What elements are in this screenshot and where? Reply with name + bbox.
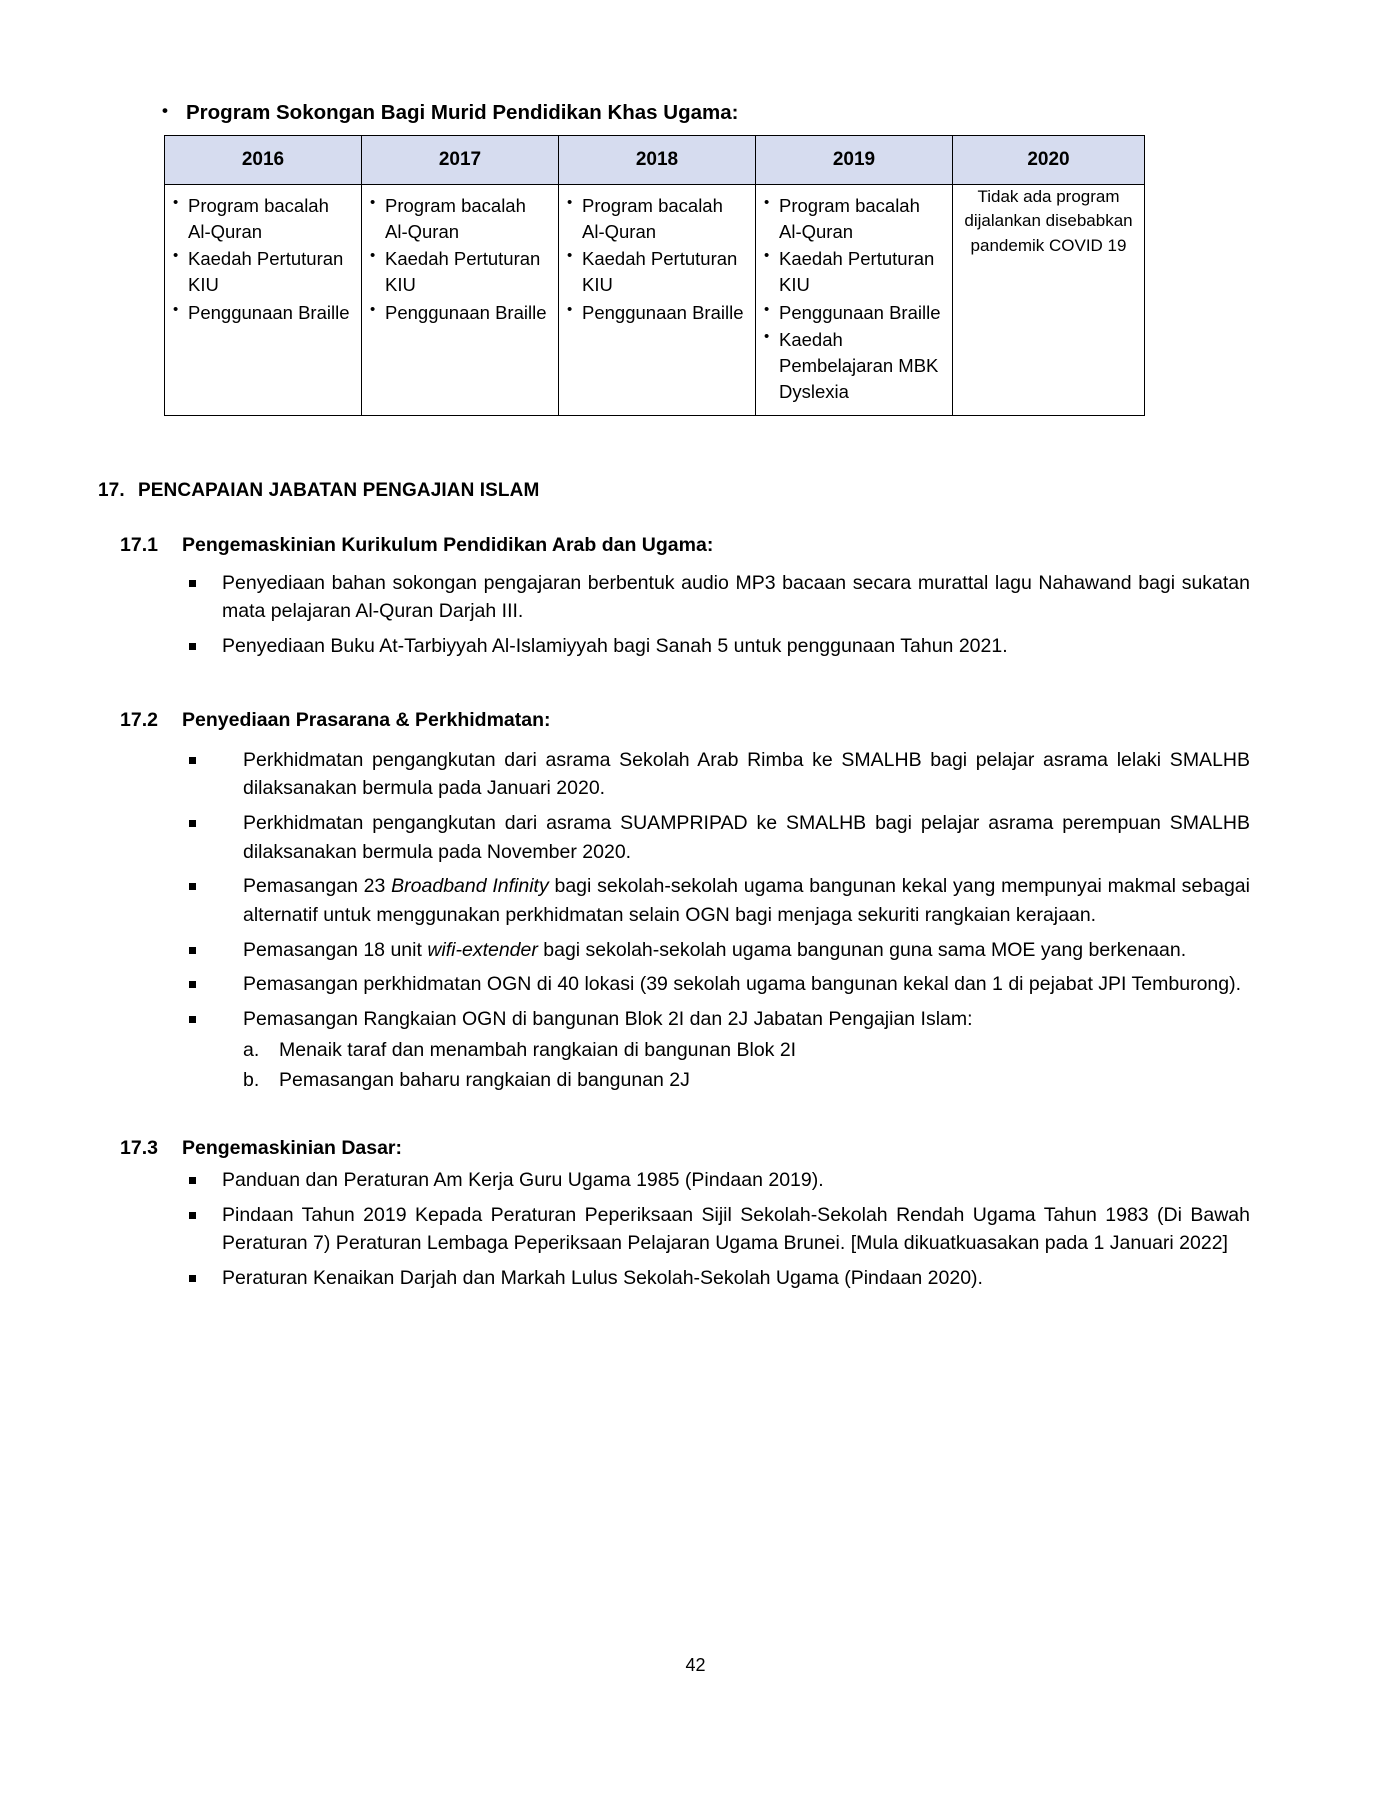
section-17-1-list	[186, 569, 1250, 661]
list-item: • Penggunaan Braille	[173, 300, 355, 326]
list-item	[186, 872, 1250, 929]
item-text-italic: Broadband Infinity	[391, 875, 549, 898]
section-17-3-list	[186, 1166, 1250, 1293]
list-item: • Program bacalah Al-Quran	[764, 193, 946, 246]
section-17-2-sublist	[243, 1036, 1250, 1095]
table-header-2017: 2017	[362, 135, 559, 184]
sub-item-label: a.	[243, 1038, 260, 1061]
item-text-after: bagi sekolah-sekolah ugama bangunan kekal yang mempunyai makmal sebagai alternatif untuk menggunakan perkhidmatan selain OGN bagi menjaga sekuriti rangkaian kerajaan.	[243, 875, 1250, 926]
table-cell-2018	[559, 184, 756, 415]
list-item	[243, 1066, 1250, 1095]
item-text-before: Pemasangan Rangkaian OGN di bangunan Blok 2I dan 2J Jabatan Pengajian Islam:	[243, 1007, 973, 1030]
table-header-2018: 2018	[559, 135, 756, 184]
table-header-2016: 2016	[165, 135, 362, 184]
table-cell-2016	[165, 184, 362, 415]
list-item	[186, 746, 1250, 803]
list-item: • Kaedah Pertuturan KIU	[567, 246, 749, 299]
list-item: Panduan dan Peraturan Am Kerja Guru Ugama 1985 (Pindaan 2019).	[186, 1166, 1250, 1195]
sub-item-label: b.	[243, 1069, 260, 1092]
list-item: • Kaedah Pertuturan KIU	[173, 246, 355, 299]
bullet-icon: •	[162, 101, 168, 120]
section-17-number: 17.	[98, 479, 125, 501]
list-item: • Program bacalah Al-Quran	[567, 193, 749, 246]
section-17-3-number: 17.3	[120, 1136, 158, 1159]
item-text-before: Perkhidmatan pengangkutan dari asrama Sekolah Arab Rimba ke SMALHB bagi pelajar asrama lelaki SMALHB dilaksanakan bermula pada Januari 2020.	[243, 748, 1250, 800]
list-item: • Program bacalah Al-Quran	[370, 193, 552, 246]
page-content	[98, 100, 1250, 1293]
table-cell-2020: Tidak ada program dijalankan disebabkan pandemik COVID 19	[953, 184, 1145, 415]
list-item: Penyediaan bahan sokongan pengajaran berbentuk audio MP3 bacaan secara murattal lagu Nahawand bagi sukatan mata pelajaran Al-Quran Darjah III.	[186, 569, 1250, 626]
list-item: • Penggunaan Braille	[567, 300, 749, 326]
sub-item-text: Pemasangan baharu rangkaian di bangunan 2J	[279, 1069, 690, 1092]
section-17-heading	[98, 480, 1250, 502]
list-item: Peraturan Kenaikan Darjah dan Markah Lulus Sekolah-Sekolah Ugama (Pindaan 2020).	[186, 1264, 1250, 1293]
cell-list-2017	[362, 185, 558, 335]
table-row	[165, 184, 1145, 415]
list-item: • Penggunaan Braille	[370, 300, 552, 326]
list-item	[186, 1005, 1250, 1095]
cell-list-2016	[165, 185, 361, 335]
section-17-title: PENCAPAIAN JABATAN PENGAJIAN ISLAM	[138, 479, 540, 501]
section-17-1-title: Pengemaskinian Kurikulum Pendidikan Arab dan Ugama:	[182, 533, 714, 556]
item-text-italic: wifi-extender	[427, 938, 538, 961]
table-cell-2017	[362, 184, 559, 415]
section-17-3-heading	[120, 1137, 1250, 1160]
list-item	[243, 1036, 1250, 1065]
sub-item-text: Menaik taraf dan menambah rangkaian di bangunan Blok 2I	[279, 1038, 797, 1061]
program-support-table	[164, 135, 1145, 416]
table-header-row	[165, 135, 1145, 184]
item-text-before: Pemasangan 23	[243, 875, 392, 898]
item-text-before: Pemasangan perkhidmatan OGN di 40 lokasi (39 sekolah ugama bangunan kekal dan 1 di pejabat JPI Temburong).	[243, 973, 1242, 996]
list-item: • Kaedah Pertuturan KIU	[370, 246, 552, 299]
list-item: • Program bacalah Al-Quran	[173, 193, 355, 246]
page-number: 42	[685, 1655, 706, 1675]
list-item: • Kaedah Pembelajaran MBK Dyslexia	[764, 327, 946, 406]
cell-list-2018	[559, 185, 755, 335]
item-text-before: Perkhidmatan pengangkutan dari asrama SUAMPRIPAD ke SMALHB bagi pelajar asrama perempuan SMALHB dilaksanakan bermula pada November 2020.	[243, 812, 1250, 863]
section-17-2-heading	[120, 709, 1250, 732]
section-17-2-list	[186, 746, 1250, 1095]
table-header-2020: 2020	[953, 135, 1145, 184]
section-17-1-heading	[120, 534, 1250, 557]
list-item	[186, 936, 1250, 965]
section-17-2-number: 17.2	[120, 708, 158, 731]
program-support-heading-text: Program Sokongan Bagi Murid Pendidikan Khas Ugama:	[186, 101, 739, 124]
section-17-3-title: Pengemaskinian Dasar:	[182, 1136, 403, 1159]
table-cell-2019	[756, 184, 953, 415]
section-17-1-number: 17.1	[120, 533, 158, 556]
list-item	[186, 809, 1250, 866]
list-item	[186, 970, 1250, 999]
list-item: Pindaan Tahun 2019 Kepada Peraturan Peperiksaan Sijil Sekolah-Sekolah Rendah Ugama Tahun 1983 (Di Bawah Peraturan 7) Peraturan Lembaga Peperiksaan Pelajaran Ugama Brunei. [Mula dikuatkuasakan pada 1 Januari 2022]	[186, 1201, 1250, 1258]
item-text-after: bagi sekolah-sekolah ugama bangunan guna sama MOE yang berkenaan.	[537, 938, 1187, 961]
program-support-heading	[162, 100, 1250, 126]
item-text-before: Pemasangan 18 unit	[243, 938, 428, 961]
list-item: Penyediaan Buku At-Tarbiyyah Al-Islamiyyah bagi Sanah 5 untuk penggunaan Tahun 2021.	[186, 632, 1250, 661]
cell-list-2019	[756, 185, 952, 415]
list-item: • Penggunaan Braille	[764, 300, 946, 326]
list-item: • Kaedah Pertuturan KIU	[764, 246, 946, 299]
section-17-2-title: Penyediaan Prasarana & Perkhidmatan:	[182, 708, 551, 731]
table-header-2019: 2019	[756, 135, 953, 184]
